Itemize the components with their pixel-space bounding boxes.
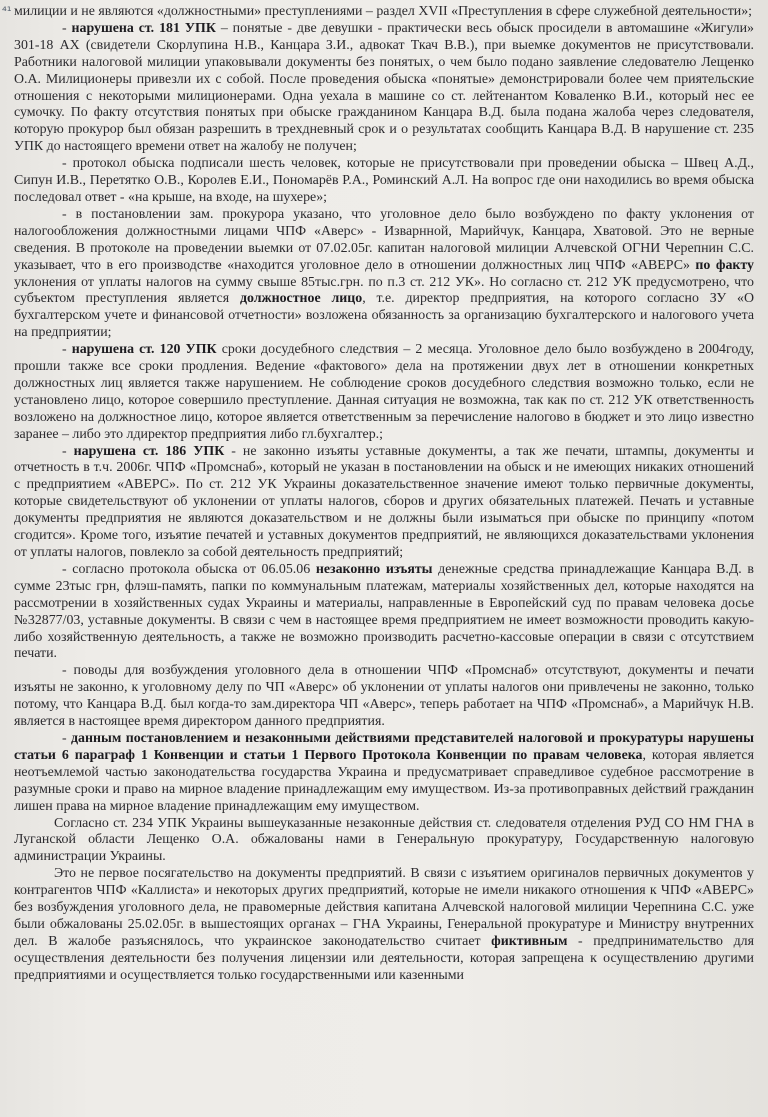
text-run: - согласно протокола обыска от 06.05.06: [62, 561, 316, 577]
text-run: - предпринимательство для осуществления деятельности без получения лицензии или деятельности, которая запрещена к осуществлению другими предприятиями и осуществляется только государственными или казенными: [14, 933, 754, 983]
paragraph: [14, 342, 754, 443]
text-run: - не законно изъяты уставные документы, а так же печати, штампы, документы и отчетность в т.ч. 2006г. ЧПФ «Промснаб», который не указан в постановлении на обыск и не имеющих никаких отношений с предприятием «АВЕРС». По ст. 212 УК Украины доказательственное значение имеют только первичные документы, которые свидетельствуют об уклонении от уплаты налогов, сборов и других обязательных платежей. Печать и уставные документы предприятия не являются доказательством и не должны были изыматься при обыске по принципу «потом сгодится». Кроме того, изъятие печатей и уставных документов предприятий, не являющихся доказательствами уклонения от уплаты налогов, повлекло за собой деятельность предприятий;: [14, 443, 754, 560]
text-run: - в постановлении зам. прокурора указано, что уголовное дело было возбуждено по факту уклонения от налогообложения должностными лицами ЧПФ «Аверс» - Изварнной, Марийчук, Канцара, Хватовой. Это не верные сведения. В протоколе на проведении выемки от 07.02.05г. капитан налоговой милиции Алчевской ОГНИ Черепнин С.С. указывает, что в его производстве «находится уголовное дело в отношении должностных лиц ЧПФ «АВЕРС»: [14, 206, 754, 273]
paragraph: [14, 663, 754, 731]
paragraph: [14, 156, 754, 207]
text-run: – понятые - две девушки - практически весь обыск просидели в автомашине «Жигули» 301-18 АХ (свидетели Скорлупина Н.В., Канцара З.И., адвокат Ткач В.В.), при выемке документов не присутствовали. Работники налоговой милиции упаковывали документы без понятых, о чем было подано заявление следователю Лещенко О.А. Милиционеры привезли их с собой. После проведения обыска «понятые» демонстрировали более чем приятельские отношения с некоторыми милиционерами. Одна уехала в машине со ст. лейтенантом Коваленко В.И., который нес ее сумочку. По факту отсутствия понятых при обыске гражданином Канцара В.Д. была подана жалоба через следователя, которую прокурор был обязан разрешить в трехдневный срок и о результатах сообщить Канцара В.Д. В нарушение ст. 235 УПК до настоящего времени ответ на жалобу не получен;: [14, 20, 754, 155]
bold-text: по факту: [695, 257, 754, 273]
bold-text: фиктивным: [491, 933, 568, 949]
text-run: , т.е. директор предприятия, на которого согласно ЗУ «О бухгалтерском учете и финансовой отчетности» возложена обязанность за организацию бухгалтерского и налогового учета на предприятии;: [14, 291, 754, 341]
paragraph: [14, 731, 754, 816]
text-run: денежные средства принадлежащие Канцара В.Д. в сумме 23тыс грн, флэш-память, папки по коммунальным платежам, материалы хозяйственных дел, которые находятся на рассмотрении в хозяйственных судах Украины и материалы, направленные в Европейский суд по правам человека досье №32877/03, уставные документы. В связи с чем в настоящее время предприятием не имеет возможности проводить какую-либо хозяйственную деятельность, а также не возможно производить расчетно-кассовые операции в связи с отсутствием печати.: [14, 561, 754, 662]
bold-text: данным постановлением и незаконными действиями представителей налоговой и прокуратуры нарушены статьи 6 параграф 1 Конвенции и статьи 1 Первого Протокола Конвенции по правам человека: [14, 730, 754, 763]
text-run: , которая является неотъемлемой частью законодательства государства Украина и предусматривает справедливое судебное рассмотрение в разумные сроки и право на мирное владение принадлежащим ему имуществом. Из-за противоправных действий гражданин лишен права на мирное владение принадлежащим ему имуществом.: [14, 747, 754, 814]
bold-text: нарушена ст. 120 УПК: [71, 342, 217, 358]
text-run: -: [62, 443, 74, 459]
paragraph: [14, 562, 754, 663]
paragraph: [14, 444, 754, 562]
paragraph: [14, 816, 754, 867]
text-run: -: [62, 342, 72, 358]
text-run: Согласно ст. 234 УПК Украины вышеуказанные незаконные действия ст. следователя отделения РУД СО НМ ГНА в Луганской области Лещенко О.А. обжалованы нами в Генеральную прокуратуру, Государственную налоговую администрации Украины.: [14, 815, 754, 865]
bold-text: нарушена ст. 186 УПК: [73, 443, 225, 459]
text-run: - поводы для возбуждения уголовного дела в отношении ЧПФ «Промснаб» отсутствуют, документы и печати изъяты не законно, к уголовному делу по ЧП «Аверс» об уклонении от уплаты налогов они привлечены не законно, только потому, что Канцара В.Д. был когда-то зам.директора ЧП «Аверс», теперь работает на ЧПФ «Промснаб», а Марийчук Н.В. является в настоящее время директором данного предприятия.: [14, 663, 754, 730]
text-run: милиции и не являются «должностными» преступлениями – раздел XVII «Преступления в сфере служебной деятельности»;: [14, 4, 753, 19]
paragraph: [14, 4, 754, 21]
text-run: -: [62, 730, 72, 746]
paragraph: [14, 21, 754, 156]
document-body: [14, 4, 754, 985]
page-corner-mark: ⁴¹: [2, 4, 12, 18]
text-run: - протокол обыска подписали шесть человек, которые не присутствовали при проведении обыска – Швец А.Д., Сипун И.В., Перетятко О.В., Королев Е.И., Пономарёв Р.А., Роминский А.Л. На вопрос где они находились во время обыска последовал ответ - «на крыше, на входе, на шухере»;: [14, 156, 754, 205]
bold-text: нарушена ст. 181 УПК: [71, 20, 216, 36]
paragraph: [14, 866, 754, 984]
paragraph: [14, 207, 754, 342]
text-run: Это не первое посягательство на документы предприятий. В связи с изъятием оригиналов первичных документов у контрагентов ЧПФ «Каллиста» и некоторых других предприятий, которые не имели никакого отношения к ЧПФ «АВЕРС» без возбуждения уголовного дела, не правомерные действия капитана Алчевской налоговой милиции Черепнина С.С. уже были обжалованы 25.02.05г. в вышестоящих органах – ГНА Украины, Генеральной прокуратуре и Министру внутренних дел. В жалобе разъяснялось, что украинское законодательство считает: [14, 866, 754, 949]
text-run: сроки досудебного следствия – 2 месяца. Уголовное дело было возбуждено в 2004году, прошли также все сроки продления. Ведение «фактового» дела на протяжении двух лет в отношении конкретных должностных лиц является также нарушением. Не соблюдение сроков досудебного следствия возможно только, если не установлено лицо, которое совершило преступление. Данная ситуация не возможна, так как по ст. 212 УК ответственность возложено на должностное лицо, которое является ответственным за перечисление налогово в бюджет и это лицо известно заранее – либо это лдиректор предприятия либо гл.бухгалтер.;: [14, 342, 754, 442]
text-run: -: [62, 20, 72, 36]
bold-text: должностное лицо: [239, 291, 363, 307]
text-run: уклонения от уплаты налогов на сумму свыше 85тыс.грн. по п.3 ст. 212 УК». Но согласно ст. 212 УК предусмотрено, что субъектом преступления является: [14, 274, 754, 307]
bold-text: незаконно изъяты: [315, 561, 433, 577]
